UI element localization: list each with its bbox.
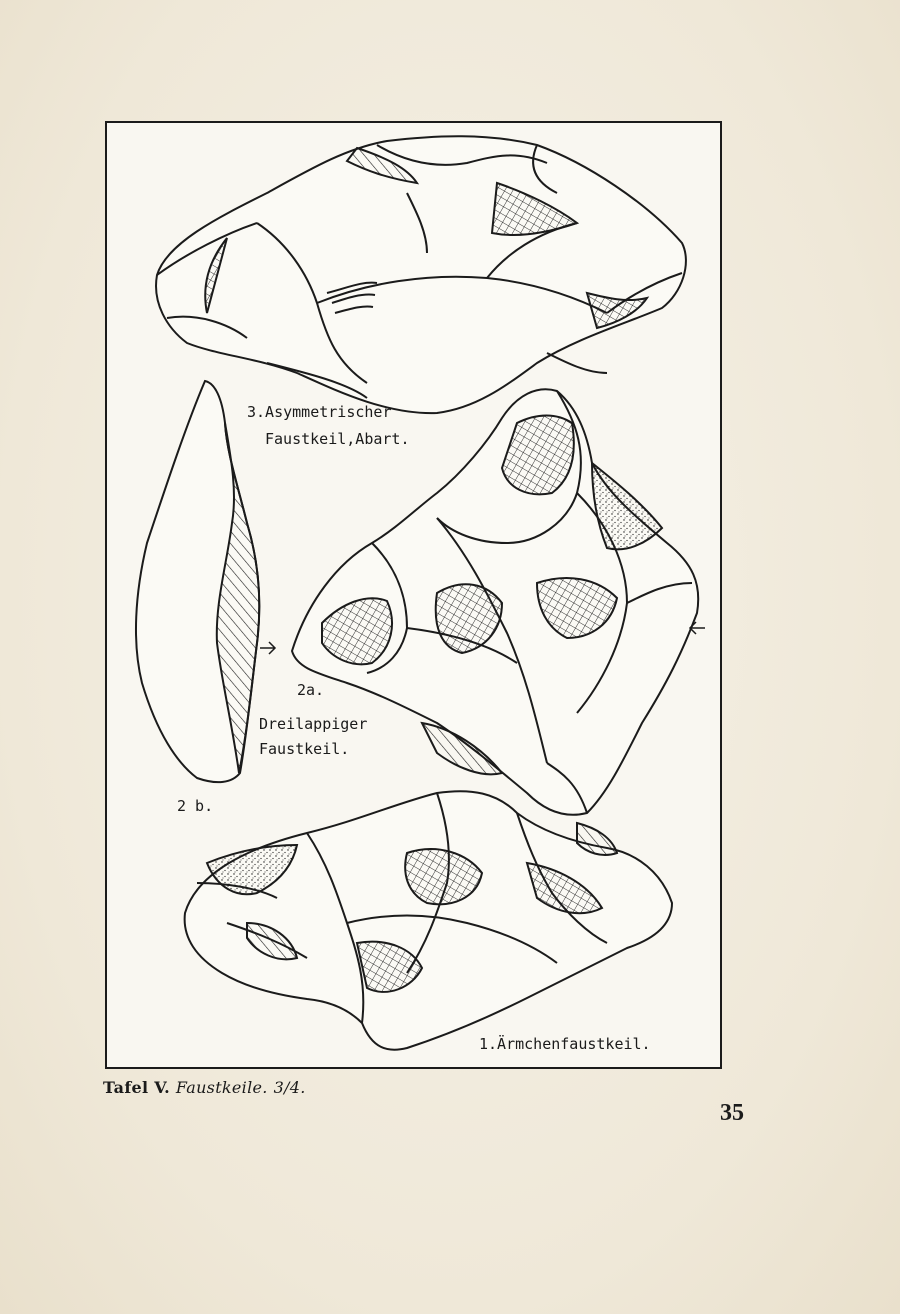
plate-caption xyxy=(103,1078,306,1097)
plate-scale: 3/4. xyxy=(273,1078,306,1097)
figure-2b-profile xyxy=(136,381,275,782)
figure-1-hand-axe xyxy=(185,791,672,1050)
plate-illustration xyxy=(107,123,720,1067)
plate-title: Tafel V. xyxy=(103,1078,171,1097)
figure-3-label-line2: Faustkeil,Abart. xyxy=(265,430,410,448)
figure-2b-label: 2 b. xyxy=(177,797,214,815)
figure-2a-hand-axe xyxy=(292,389,705,815)
figure-3-label-line1: 3.Asymmetrischer xyxy=(247,403,392,421)
figure-3-hand-axe xyxy=(156,136,686,413)
figure-2a-number-label: 2a. xyxy=(297,681,325,699)
page-number: 35 xyxy=(720,1100,744,1126)
figure-1-label: 1.Ärmchenfaustkeil. xyxy=(479,1035,651,1053)
figure-2a-label-line1: Dreilappiger xyxy=(259,715,368,733)
plate-subject: Faustkeile. xyxy=(175,1078,268,1097)
figure-2a-label-line2: Faustkeil. xyxy=(259,740,350,758)
plate-frame xyxy=(105,121,722,1069)
